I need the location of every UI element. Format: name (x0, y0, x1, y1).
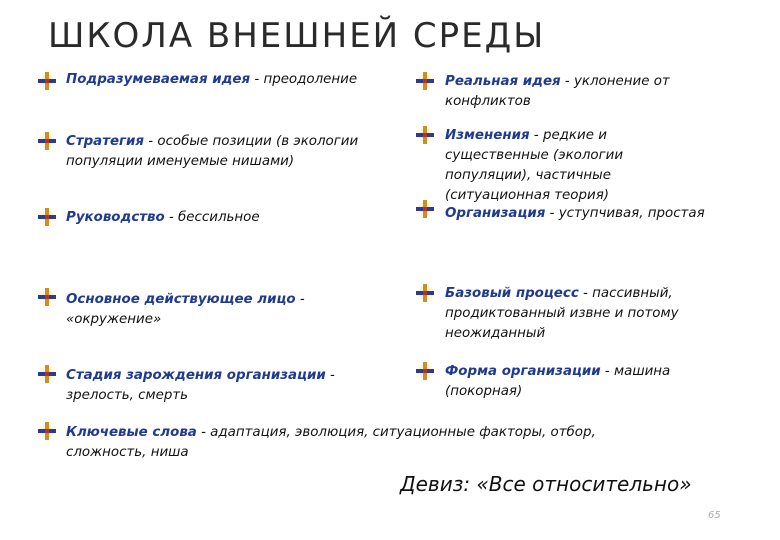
bullet-icon (36, 363, 58, 385)
list-item (66, 423, 666, 463)
item-text: - бессильное (164, 210, 260, 225)
list-item (66, 132, 396, 172)
list-item (445, 126, 675, 206)
item-term: Основное действующее лицо (66, 292, 296, 307)
list-item (66, 70, 396, 90)
list-item (445, 72, 695, 112)
bullet-icon (36, 130, 58, 152)
list-item (66, 290, 356, 330)
bullet-icon (36, 70, 58, 92)
item-term: Изменения (445, 128, 530, 143)
item-text: - редкие и существенные (экологии популяции), частичные (ситуационная теория) (445, 128, 624, 203)
item-term: Реальная идея (445, 74, 561, 89)
item-term: Ключевые слова (66, 425, 197, 440)
item-term: Стадия зарождения организации (66, 368, 326, 383)
item-term: Руководство (66, 210, 165, 225)
bullet-icon (36, 206, 58, 228)
item-term: Базовый процесс (445, 286, 579, 301)
bullet-icon (414, 360, 436, 382)
bullet-icon (36, 286, 58, 308)
page-number: 65 (708, 510, 721, 521)
list-item (445, 204, 765, 224)
item-text: - уступчивая, простая (545, 206, 705, 221)
bullet-icon (414, 124, 436, 146)
bullet-icon (36, 420, 58, 442)
item-text: - особые позиции (в экологии популяции именуемые нишами) (66, 134, 359, 169)
motto: Девиз: «Все относительно» (400, 472, 692, 496)
bullet-icon (414, 70, 436, 92)
list-item (445, 284, 705, 344)
item-term: Организация (445, 206, 546, 221)
list-item (66, 208, 396, 228)
item-text: - «окружение» (66, 292, 305, 327)
item-text: - уклонение от конфликтов (445, 74, 670, 109)
bullet-icon (414, 198, 436, 220)
item-text: - зрелость, смерть (66, 368, 335, 403)
item-term: Форма организации (445, 364, 601, 379)
page-title: ШКОЛА ВНЕШНЕЙ СРЕДЫ (48, 16, 546, 56)
list-item (445, 362, 705, 402)
bullet-icon (414, 282, 436, 304)
item-text: - пассивный, продиктованный извне и потому неожиданный (445, 286, 679, 341)
item-text: - преодоление (250, 72, 358, 87)
item-text: - машина (покорная) (445, 364, 671, 399)
list-item (66, 366, 366, 406)
item-text: - адаптация, эволюция, ситуационные факторы, отбор, сложность, ниша (66, 425, 596, 460)
item-term: Подразумеваемая идея (66, 72, 251, 87)
item-term: Стратегия (66, 134, 145, 149)
